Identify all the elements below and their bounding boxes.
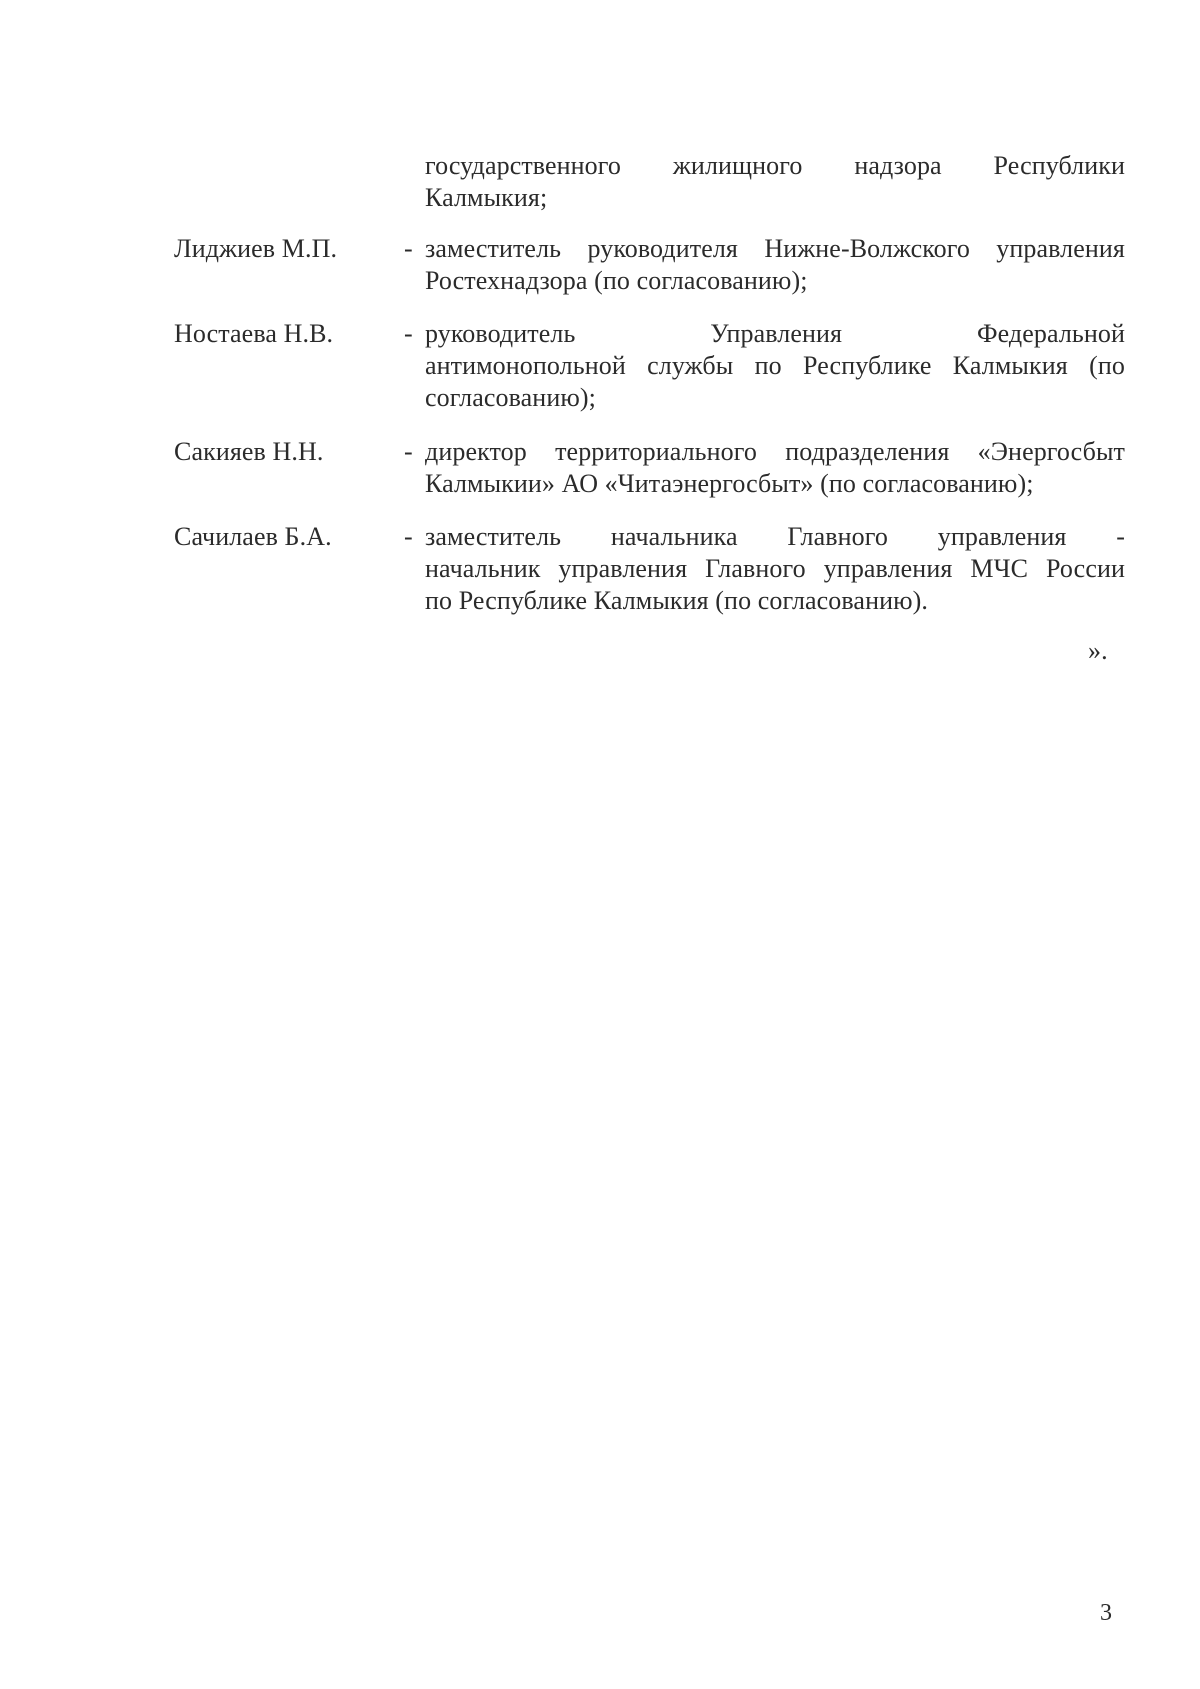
description-line: согласованию); [425,383,596,412]
position-description [425,436,1125,500]
description-line: антимонопольной службы по Республике Калмыкия (по [425,351,1125,380]
person-name: Сакияев Н.Н. [174,437,324,466]
description-line: директор территориального подразделения «Энергосбыт [425,437,1125,466]
dash-separator: - [404,234,413,263]
dash-separator: - [404,437,413,466]
page-number: 3 [1100,1600,1113,1626]
description-line: Калмыкии» АО «Читаэнергосбыт» (по согласованию); [425,469,1034,498]
person-name: Лиджиев М.П. [174,234,338,263]
continuation-line-1: государственного жилищного надзора Республики [425,151,1125,180]
description-line: руководитель Управления Федеральной [425,319,1125,348]
person-name: Ностаева Н.В. [174,319,334,348]
dash-separator: - [404,319,413,348]
closing-quote-mark: ». [1088,636,1108,665]
dash-separator: - [404,522,413,551]
position-description [425,521,1125,617]
description-line: по Республике Калмыкия (по согласованию). [425,586,928,615]
person-name: Сачилаев Б.А. [174,522,332,551]
description-line: Ростехнадзора (по согласованию); [425,266,808,295]
position-description [425,318,1125,414]
position-description [425,233,1125,297]
continuation-text [425,150,1125,214]
description-line: заместитель начальника Главного управления - [425,522,1125,551]
description-line: заместитель руководителя Нижне-Волжского управления [425,234,1125,263]
description-line: начальник управления Главного управления МЧС России [425,554,1125,583]
continuation-line-2: Калмыкия; [425,183,548,212]
